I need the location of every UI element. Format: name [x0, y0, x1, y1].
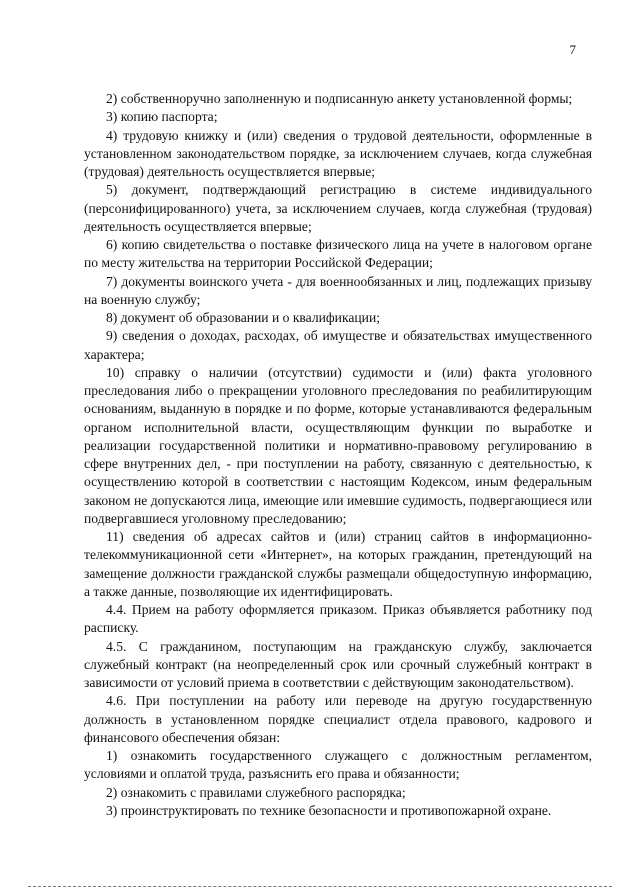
paragraph-duty-2: 2) ознакомить с правилами служебного распорядка;	[106, 784, 406, 800]
paragraph-item-2: 2) собственноручно заполненную и подписанную анкету установленной формы;	[106, 91, 573, 106]
paragraph-item-4: 4) трудовую книжку и (или) сведения о трудовой деятельности, оформленные в установленном законодательством порядке, за исключением случаев, когда служебная (трудовая) деятельность осуществляется впервые;	[84, 127, 592, 179]
page-number: 7	[569, 42, 576, 57]
paragraph-item-3: 3) копию паспорта;	[106, 109, 218, 125]
paragraph-item-11: 11) сведения об адресах сайтов и (или) страниц сайтов в информационно-телекоммуникационной сети «Интернет», на которых гражданин, претендующий на замещение должности гражданской службы размещали общедоступную информацию, а также данные, позволяющие их идентифицировать.	[84, 529, 592, 599]
document-body	[84, 90, 592, 820]
paragraph-item-8: 8) документ об образовании и о квалификации;	[106, 310, 380, 325]
paragraph-item-9: 9) сведения о доходах, расходах, об имуществе и обязательствах имущественного характера;	[84, 328, 592, 362]
page-bottom-divider	[28, 886, 612, 887]
paragraph-duty-1: 1) ознакомить государственного служащего с должностным регламентом, условиями и оплатой труда, разъяснить его права и обязанности;	[84, 748, 592, 782]
paragraph-item-7: 7) документы воинского учета - для военнообязанных и лиц, подлежащих призыву на военную службу;	[84, 273, 592, 307]
paragraph-section-4-4: 4.4. Прием на работу оформляется приказом. Приказ объявляется работнику под расписку.	[84, 602, 592, 636]
paragraph-section-4-6: 4.6. При поступлении на работу или переводе на другую государственную должность в установленном порядке специалист отдела правового, кадрового и финансового обеспечения обязан:	[84, 693, 592, 745]
paragraph-item-6: 6) копию свидетельства о поставке физического лица на учете в налоговом органе по месту жительства на территории Российской Федерации;	[84, 237, 592, 271]
paragraph-duty-3: 3) проинструктировать по технике безопасности и противопожарной охране.	[106, 802, 552, 818]
paragraph-item-10: 10) справку о наличии (отсутствии) судимости и (или) факта уголовного преследования либо о прекращении уголовного преследования по реабилитирующим основаниям, выданную в порядке и по форме, которые устанавливаются федеральным органом исполнительной власти, осуществляющим функции по выработке и реализации государственной политики и нормативно-правовому регулированию в сфере внутренних дел, - при поступлении на работу, связанную с деятельностью, к осуществлению которой в соответствии с настоящим Кодексом, иным федеральным законом не допускаются лица, имеющие или имевшие судимость, подвергающиеся или подвергавшиеся уголовному преследованию;	[84, 364, 592, 526]
paragraph-item-5: 5) документ, подтверждающий регистрацию в системе индивидуального (персонифицированного) учета, за исключением случаев, когда служебная (трудовая) деятельность осуществляется впервые;	[84, 182, 592, 234]
paragraph-section-4-5: 4.5. С гражданином, поступающим на гражданскую службу, заключается служебный контракт (на неопределенный срок или срочный служебный контракт в зависимости от условий приема в соответствии с действующим законодательством).	[84, 638, 592, 690]
